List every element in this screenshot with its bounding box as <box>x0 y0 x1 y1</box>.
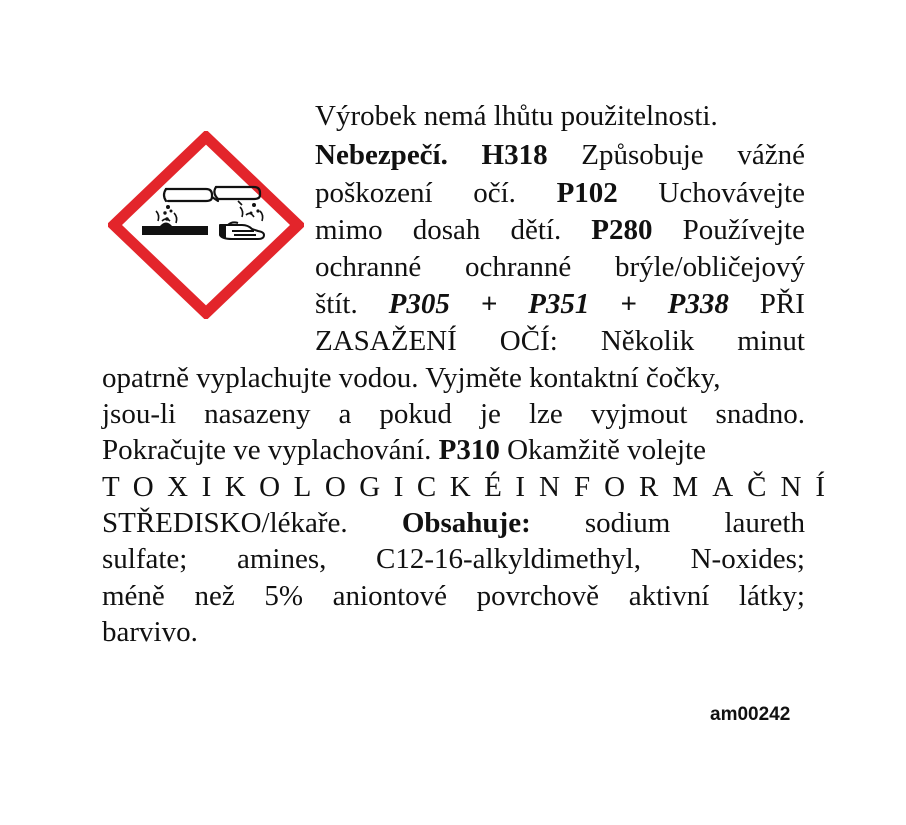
corrosion-hazard-icon <box>108 131 304 319</box>
text-line-6: štít. P305 + P351 + P338 PŘI <box>315 288 805 320</box>
text-line-8: opatrně vyplachujte vodou. Vyjměte kontaktní čočky, <box>102 362 721 394</box>
signal-word: Nebezpečí. <box>315 139 448 171</box>
text-line-10: Pokračujte ve vyplachování. P310 Okamžitě volejte <box>102 434 706 466</box>
precaution-code-p280: P280 <box>591 214 653 246</box>
text-line-11: TOXIKOLOGICKÉ INFORMAČNÍ <box>102 471 840 503</box>
text-line-7: ZASAŽENÍ OČÍ: Několik minut <box>315 325 805 357</box>
text-line-5: ochranné ochranné brýle/obličejový <box>315 251 805 283</box>
text-line-14: méně než 5% aniontové povrchově aktivní látky; <box>102 580 805 612</box>
text-line-2: Nebezpečí. H318 Způsobuje vážné <box>315 139 805 171</box>
text-line-12: STŘEDISKO/lékaře. Obsahuje: sodium laureth <box>102 507 805 539</box>
text-line-9: jsou-li nasazeny a pokud je lze vyjmout snadno. <box>102 398 805 430</box>
precaution-code-p338: P338 <box>667 288 729 320</box>
precaution-code-p310: P310 <box>438 434 500 466</box>
text-line-1: Výrobek nemá lhůtu použitelnosti. <box>315 100 718 132</box>
contains-label: Obsahuje: <box>401 507 531 539</box>
precaution-code-p305: P305 <box>388 288 450 320</box>
text-line-15: barvivo. <box>102 616 198 648</box>
text-line-3: poškození očí. P102 Uchovávejte <box>315 177 805 209</box>
text-line-13: sulfate; amines, C12-16-alkyldimethyl, N-oxides; <box>102 543 805 575</box>
precaution-code-p351: P351 <box>528 288 590 320</box>
product-code: am00242 <box>710 704 791 725</box>
precaution-code-p102: P102 <box>556 177 618 209</box>
hazard-code-h318: H318 <box>481 139 548 171</box>
text-line-4: mimo dosah dětí. P280 Používejte <box>315 214 805 246</box>
